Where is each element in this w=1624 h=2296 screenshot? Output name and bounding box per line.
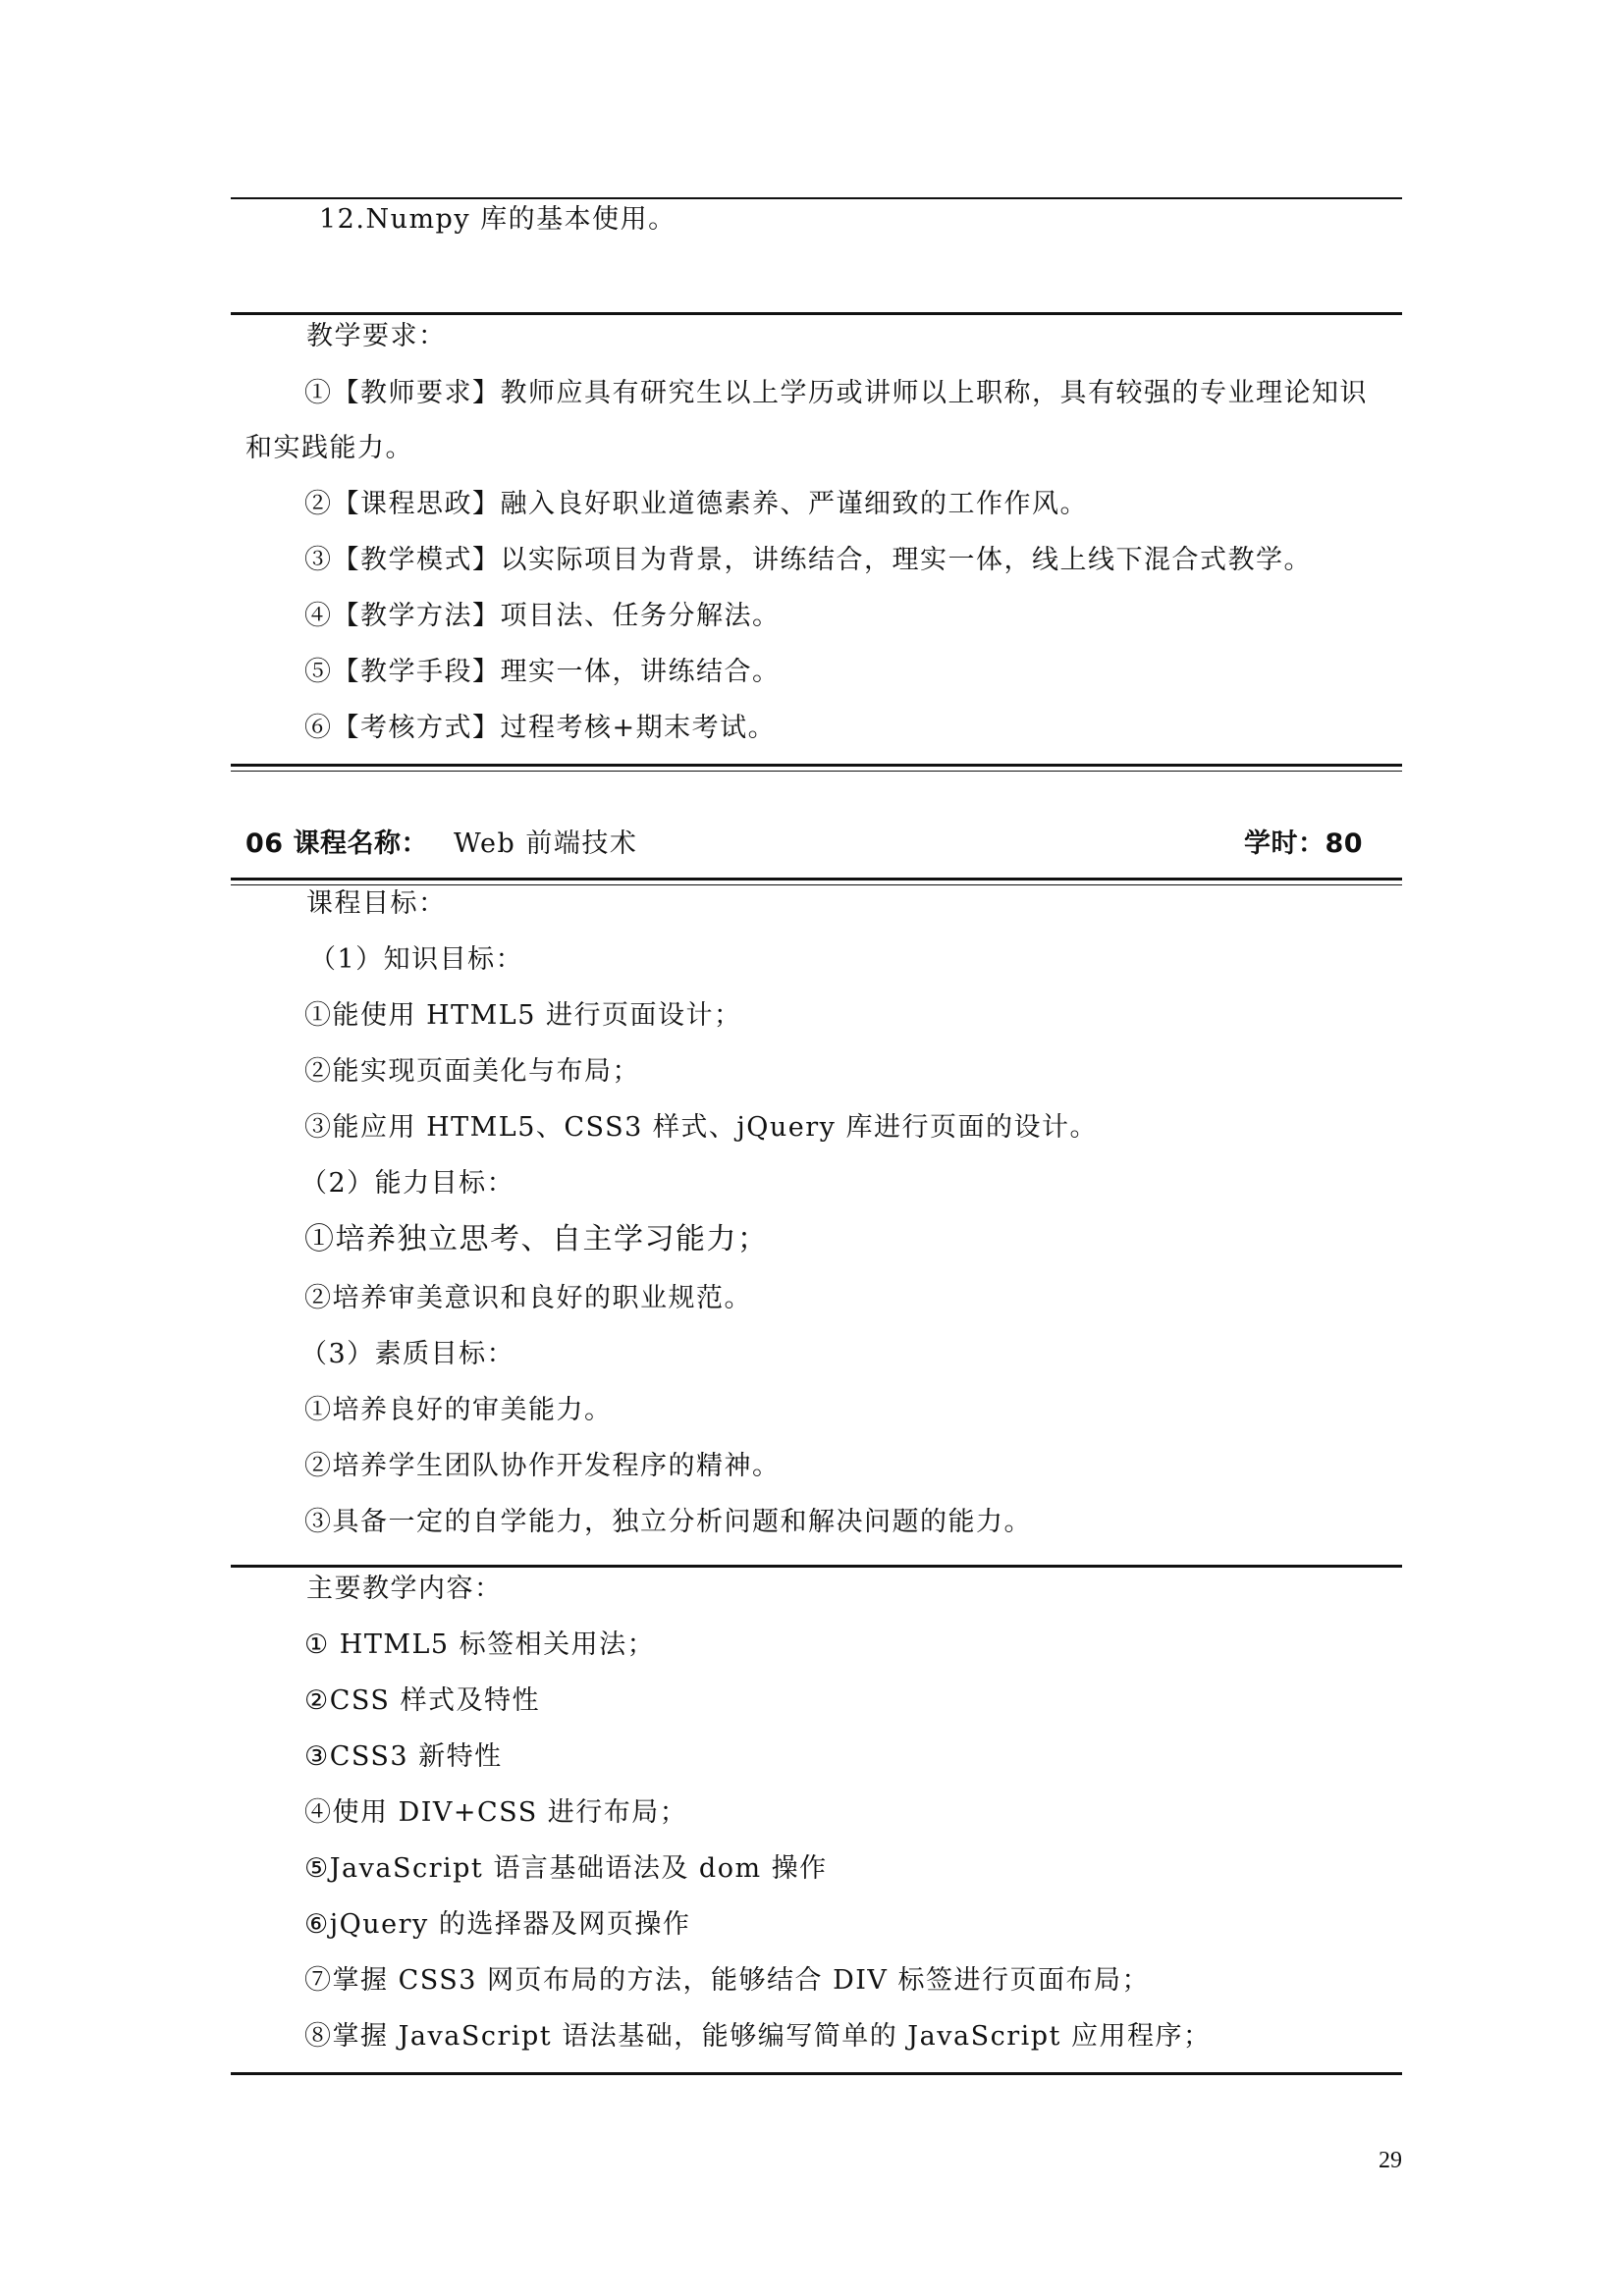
main-content-item: ① HTML5 标签相关用法；: [304, 1629, 656, 1660]
table-bottom-rule: [231, 2072, 1402, 2075]
main-content-item: ⑦掌握 CSS3 网页布局的方法，能够结合 DIV 标签进行页面布局；: [304, 1965, 1150, 1996]
teaching-requirement-item: ③【教学模式】以实际项目为背景，讲练结合，理实一体，线上线下混合式教学。: [304, 545, 1312, 575]
knowledge-objective-item: ③能应用 HTML5、CSS3 样式、jQuery 库进行页面的设计。: [304, 1112, 1098, 1143]
main-content-item: ⑧掌握 JavaScript 语法基础，能够编写简单的 JavaScript 应用程序；: [304, 2021, 1212, 2052]
teaching-requirements-heading: 教学要求：: [306, 321, 447, 351]
course-number-label: 06 课程名称：: [245, 828, 428, 859]
main-content-item: ②CSS 样式及特性: [304, 1685, 540, 1716]
ability-objectives-heading: （2）能力目标：: [300, 1168, 515, 1199]
teaching-requirement-item: ⑥【考核方式】过程考核+期末考试。: [304, 713, 777, 743]
knowledge-objective-item: ①能使用 HTML5 进行页面设计；: [304, 1000, 742, 1031]
section-divider-rule: [231, 1565, 1402, 1568]
course-hours: 学时：80: [1244, 828, 1364, 859]
teaching-requirement-item: ①【教师要求】教师应具有研究生以上学历或讲师以上职称，具有较强的专业理论知识: [304, 378, 1368, 408]
course-header-double-rule: [231, 878, 1402, 885]
course-name: Web 前端技术: [454, 828, 638, 859]
ability-objective-item: ①培养独立思考、自主学习能力；: [304, 1222, 769, 1256]
ability-objective-item: ②培养审美意识和良好的职业规范。: [304, 1283, 752, 1313]
teaching-requirement-item: ⑤【教学手段】理实一体，讲练结合。: [304, 657, 781, 687]
main-content-heading: 主要教学内容：: [306, 1574, 503, 1604]
quality-objectives-heading: （3）素质目标：: [300, 1339, 515, 1369]
section-divider-rule: [231, 312, 1402, 315]
teaching-requirement-item: ④【教学方法】项目法、任务分解法。: [304, 601, 781, 631]
teaching-requirement-item: ②【课程思政】融入良好职业道德素养、严谨细致的工作作风。: [304, 489, 1088, 519]
quality-objective-item: ③具备一定的自学能力，独立分析问题和解决问题的能力。: [304, 1507, 1032, 1537]
knowledge-objective-item: ②能实现页面美化与布局；: [304, 1056, 640, 1087]
teaching-requirement-item: 和实践能力。: [245, 433, 413, 463]
content-item-12: 12.Numpy 库的基本使用。: [319, 204, 677, 235]
quality-objective-item: ①培养良好的审美能力。: [304, 1395, 613, 1425]
table-bottom-double-rule: [231, 764, 1402, 772]
objectives-heading: 课程目标：: [306, 888, 447, 919]
main-content-item: ⑤JavaScript 语言基础语法及 dom 操作: [304, 1853, 828, 1884]
quality-objective-item: ②培养学生团队协作开发程序的精神。: [304, 1451, 781, 1481]
table-top-rule: [231, 197, 1402, 199]
knowledge-objectives-heading: （1）知识目标：: [309, 944, 524, 975]
page-number: 29: [1379, 2148, 1402, 2173]
main-content-item: ⑥jQuery 的选择器及网页操作: [304, 1909, 691, 1940]
main-content-item: ④使用 DIV+CSS 进行布局；: [304, 1797, 688, 1828]
main-content-item: ③CSS3 新特性: [304, 1741, 503, 1772]
